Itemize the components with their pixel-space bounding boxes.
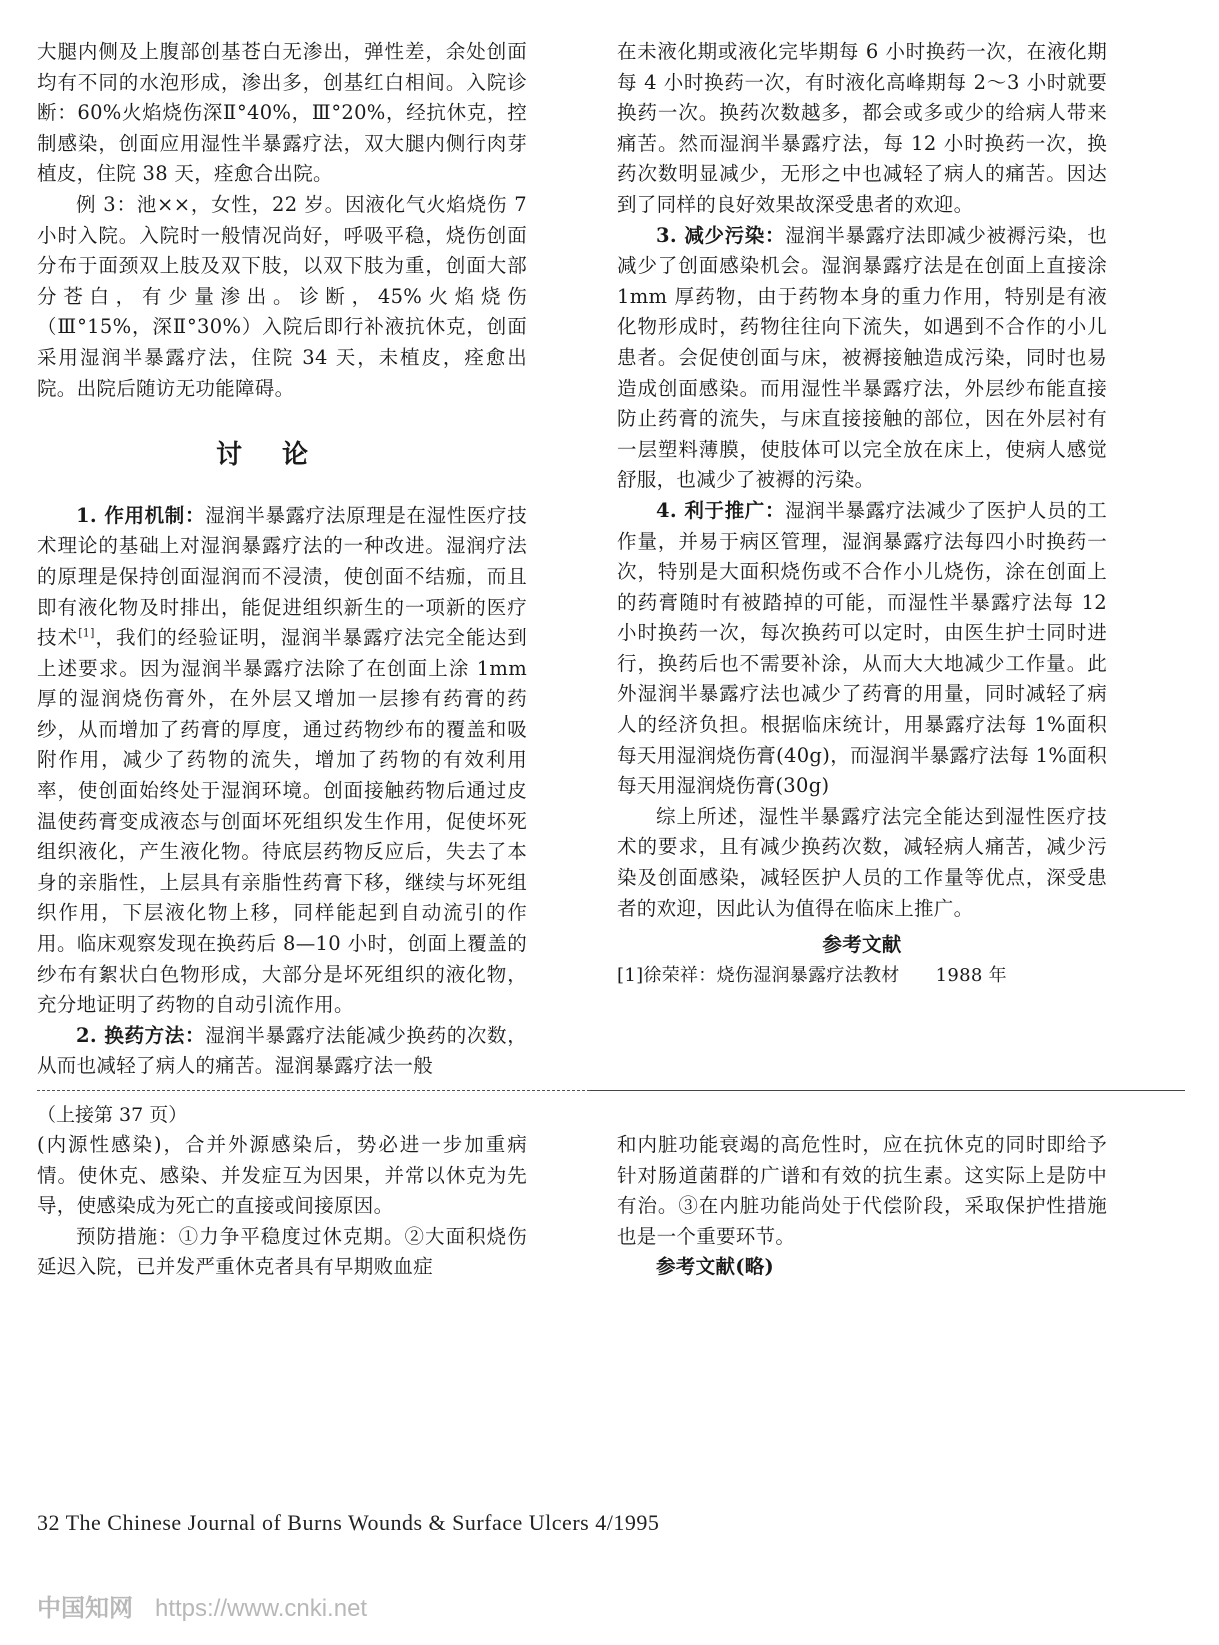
watermark-logo-text: 中国知网 — [37, 1595, 133, 1622]
continuation-right-paragraph: 和内脏功能衰竭的高危性时，应在抗休克的同时即给予针对肠道菌群的广谱和有效的抗生素。这实际上是防中有治。③在内脏功能尚处于代偿阶段，采取保护性措施也是一个重要环节。 — [617, 1133, 1107, 1248]
prevention-paragraph: 预防措施：①力争平稳度过休克期。②大面积烧伤延迟入院，已并发严重休克者具有早期败血症 — [37, 1224, 527, 1279]
discussion-mechanism-paragraph — [37, 501, 527, 1021]
left-column — [37, 37, 527, 1082]
section-divider-solid — [590, 1090, 1185, 1091]
page-footer: 32 The Chinese Journal of Burns Wounds & Surface Ulcers 4/1995 — [37, 1510, 660, 1535]
continuation-paragraph-1: (内源性感染)，合并外源感染后，势必进一步加重病情。使休克、感染、并发症互为因果，并常以休克为先导，使感染成为死亡的直接或间接原因。 — [37, 1133, 527, 1218]
case-paragraph-1: 大腿内侧及上腹部创基苍白无渗出，弹性差，余处创面均有不同的水泡形成，渗出多，创基红白相间。入院诊断：60%火焰烧伤深Ⅱ°40%，Ⅲ°20%，经抗休克，控制感染，创面应用湿性半暴露疗法，双大腿内侧行肉芽植皮，住院 38 天，痊愈合出院。 — [37, 40, 527, 186]
reference-year: 1988 年 — [935, 964, 1007, 986]
discussion-promotion-paragraph — [617, 496, 1107, 802]
references-heading: 参考文献 — [822, 933, 902, 957]
reference-item — [617, 961, 1107, 992]
section-heading-discussion: 讨论 — [215, 440, 348, 471]
continuation-left-column — [37, 1130, 527, 1283]
references-omitted: 参考文献(略) — [656, 1255, 775, 1279]
discussion-pollution-paragraph — [617, 221, 1107, 496]
reference-text: [1]徐荣祥：烧伤湿润暴露疗法教材 — [617, 964, 900, 986]
discussion-dressing-paragraph — [37, 1021, 527, 1082]
watermark-url: https://www.cnki.net — [155, 1595, 368, 1622]
dressing-text: 湿润半暴露疗法能减少换药的次数，从而也减轻了病人的痛苦。湿润暴露疗法一般 — [37, 1023, 527, 1078]
watermark — [37, 1588, 367, 1623]
continuation-right-column — [617, 1130, 1107, 1283]
mechanism-text-a: 湿润半暴露疗法原理是在湿性医疗技术理论的基础上对湿润暴露疗法的一种改进。湿润疗法的原理是保持创面湿润而不浸渍，使创面不结痂，而且即有液化物及时排出，能促进组织新生的一项新的医疗技术 — [37, 503, 527, 650]
promotion-subheading: 4. 利于推广： — [656, 498, 786, 522]
promotion-text: 湿润半暴露疗法减少了医护人员的工作量，并易于病区管理，湿润暴露疗法每四小时换药一次，特别是大面积烧伤或不合作小儿烧伤，涂在创面上的药膏随时有被踏掉的可能，而湿性半暴露疗法每 12 小时换药一次，每次换药可以定时，由医生护士同时进行，换药后也不需要补涂，从而大大地减少工作量。此外湿润半暴露疗法也减少了药膏的用量，同时减轻了病人的经济负担。根据临床统计，用暴露疗法每 1%面积每天用湿润烧伤膏(40g)，而湿润半暴露疗法每 1%面积每天用湿润烧伤膏(30g) — [617, 498, 1107, 798]
dressing-subheading: 2. 换药方法： — [76, 1023, 206, 1047]
mechanism-subheading: 1. 作用机制： — [76, 503, 206, 527]
case-paragraph-3: 例 3：池××，女性，22 岁。因液化气火焰烧伤 7 小时入院。入院时一般情况尚好，呼吸平稳，烧伤创面分布于面颈双上肢及双下肢，以双下肢为重，创面大部分苍白，有少量渗出。诊断，45%火焰烧伤（Ⅲ°15%，深Ⅱ°30%）入院后即行补液抗休克，创面采用湿润半暴露疗法，住院 34 天，未植皮，痊愈出院。出院后随访无功能障碍。 — [37, 192, 527, 400]
conclusion-paragraph: 综上所述，湿性半暴露疗法完全能达到湿性医疗技术的要求，且有减少换药次数，减轻病人痛苦，减少污染及创面感染，减轻医护人员的工作量等优点，深受患者的欢迎，因此认为值得在临床上推广。 — [617, 804, 1107, 920]
citation-marker: [1] — [78, 626, 95, 640]
continuation-label: （上接第 37 页） — [37, 1104, 188, 1126]
dressing-continued-paragraph: 在未液化期或液化完毕期每 6 小时换药一次，在液化期每 4 小时换药一次，有时液化高峰期每 2～3 小时就要换药一次。换药次数越多，都会或多或少的给病人带来痛苦。然而湿润半暴露疗法，每 12 小时换药一次，换药次数明显减少，无形之中也减轻了病人的痛苦。因达到了同样的良好效果故深受患者的欢迎。 — [617, 40, 1107, 216]
pollution-subheading: 3. 减少污染： — [656, 223, 786, 247]
right-column — [617, 37, 1107, 991]
mechanism-text-b: ，我们的经验证明，湿润半暴露疗法完全能达到上述要求。因为湿润半暴露疗法除了在创面上涂 1mm 厚的湿润烧伤膏外，在外层又增加一层掺有药膏的药纱，从而增加了药膏的厚度，通过药物纱布的覆盖和吸附作用，减少了药物的流失，增加了药物的有效利用率，使创面始终处于湿润环境。创面接触药物后通过皮温使药膏变成液态与创面坏死组织发生作用，促使坏死组织液化，产生液化物。待底层药物反应后，失去了本身的亲脂性，上层具有亲脂性药膏下移，继续与坏死组织作用，下层液化物上移，同样能起到自动流引的作用。临床观察发现在换药后 8—10 小时，创面上覆盖的纱布有絮状白色物形成，大部分是坏死组织的液化物，充分地证明了药物的自动引流作用。 — [37, 626, 527, 1017]
pollution-text: 湿润半暴露疗法即减少被褥污染，也减少了创面感染机会。湿润暴露疗法是在创面上直接涂 1mm 厚药物，由于药物本身的重力作用，特别是有液化物形成时，药物往往向下流失，如遇到不合作的小儿患者。会促使创面与床，被褥接触造成污染，同时也易造成创面感染。而用湿性半暴露疗法，外层纱布能直接防止药膏的流失，与床直接接触的部位，因在外层衬有一层塑料薄膜，使肢体可以完全放在床上，使病人感觉舒服，也减少了被褥的污染。 — [617, 223, 1107, 492]
